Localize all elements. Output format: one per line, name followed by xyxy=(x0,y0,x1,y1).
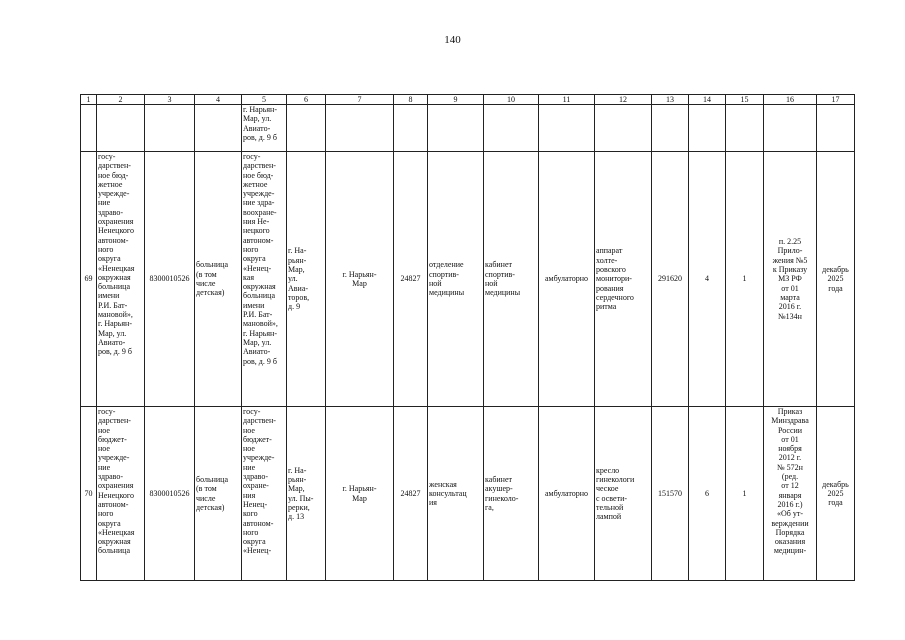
table-row xyxy=(81,152,855,407)
column-number: 13 xyxy=(652,95,689,105)
cell-quantity: 6 xyxy=(689,407,726,581)
cell-type: больница (в том числе детская) xyxy=(195,407,242,581)
page-number: 140 xyxy=(444,34,461,46)
cell-mode: амбулаторно xyxy=(539,152,595,407)
column-number: 11 xyxy=(539,95,595,105)
table-row xyxy=(81,407,855,581)
cell-number: 70 xyxy=(81,407,97,581)
cell-code: 24827 xyxy=(394,407,428,581)
cell-mode: амбулаторно xyxy=(539,407,595,581)
cell-inn: 8300010526 xyxy=(145,152,195,407)
column-number-row xyxy=(81,95,855,105)
cell-number: 69 xyxy=(81,152,97,407)
cell-quantity-2: 1 xyxy=(726,152,764,407)
column-number: 2 xyxy=(97,95,145,105)
column-number: 1 xyxy=(81,95,97,105)
cell-organization-2: госу- дарствен- ное бюджет- ное учрежде- ние здраво- охране- ния Ненец- кого автоном- ного округа «Ненец- xyxy=(242,407,287,581)
column-number: 15 xyxy=(726,95,764,105)
cell-deadline: декабрь 2025 года xyxy=(817,407,855,581)
column-number: 3 xyxy=(145,95,195,105)
column-number: 6 xyxy=(287,95,326,105)
cell-department: женская консультац ия xyxy=(428,407,484,581)
equipment-table xyxy=(80,94,855,581)
cell-equipment-code: 291620 xyxy=(652,152,689,407)
cell-address: г. На- рьян- Мар, ул. Пы- рерки, д. 13 xyxy=(287,407,326,581)
cell-equipment: кресло гинекологи ческое с освети- тельной лампой xyxy=(595,407,652,581)
column-number: 7 xyxy=(326,95,394,105)
cell-room: кабинет акушер- гинеколо- га, xyxy=(484,407,539,581)
column-number: 5 xyxy=(242,95,287,105)
cell-equipment-code: 151570 xyxy=(652,407,689,581)
cell-department: отделение спортив- ной медицины xyxy=(428,152,484,407)
cell-basis: п. 2.25 Прило- жения №5 к Приказу МЗ РФ от 01 марта 2016 г. №134н xyxy=(764,152,817,407)
cell-city: г. Нарьян- Мар xyxy=(326,152,394,407)
cell-org2: г. Нарьян- Мар, ул. Авиато- ров, д. 9 б xyxy=(242,105,287,152)
continuation-row xyxy=(81,105,855,152)
column-number: 17 xyxy=(817,95,855,105)
column-number: 10 xyxy=(484,95,539,105)
column-number: 16 xyxy=(764,95,817,105)
column-number: 9 xyxy=(428,95,484,105)
cell-basis: Приказ Минздрава России от 01 ноября 2012 г. № 572н (ред. от 12 января 2016 г.) «Об ут- верждении Порядка оказания медицин- xyxy=(764,407,817,581)
column-number: 14 xyxy=(689,95,726,105)
cell-quantity-2: 1 xyxy=(726,407,764,581)
cell-room: кабинет спортив- ной медицины xyxy=(484,152,539,407)
cell-type: больница (в том числе детская) xyxy=(195,152,242,407)
cell-deadline: декабрь 2025 года xyxy=(817,152,855,407)
column-number: 8 xyxy=(394,95,428,105)
cell-organization: госу- дарствен- ное бюд- жетное учрежде- ние здраво- охранения Ненецкого автоном- ного округа «Ненецкая окружная больница имени Р.И. Бат- мановой», г. Нарьян- Мар, ул. Авиато- ров, д. 9 б xyxy=(97,152,145,407)
cell-city: г. Нарьян- Мар xyxy=(326,407,394,581)
cell-organization-2: госу- дарствен- ное бюд- жетное учрежде- ние здра- воохране- ния Не- нецкого автоном- ного округа «Ненец- кая окружная больница имени Р.И. Бат- мановой», г. Нарьян- Мар, ул. Авиато- ров, д. 9 б xyxy=(242,152,287,407)
cell-code: 24827 xyxy=(394,152,428,407)
column-number: 4 xyxy=(195,95,242,105)
cell-equipment: аппарат холте- ровского монитори- рования сердечного ритма xyxy=(595,152,652,407)
cell-address: г. На- рьян- Мар, ул. Авиа- торов, д. 9 xyxy=(287,152,326,407)
cell-quantity: 4 xyxy=(689,152,726,407)
column-number: 12 xyxy=(595,95,652,105)
cell-inn: 8300010526 xyxy=(145,407,195,581)
cell-organization: госу- дарствен- ное бюджет- ное учрежде- ние здраво- охранения Ненецкого автоном- ного округа «Ненецкая окружная больница xyxy=(97,407,145,581)
